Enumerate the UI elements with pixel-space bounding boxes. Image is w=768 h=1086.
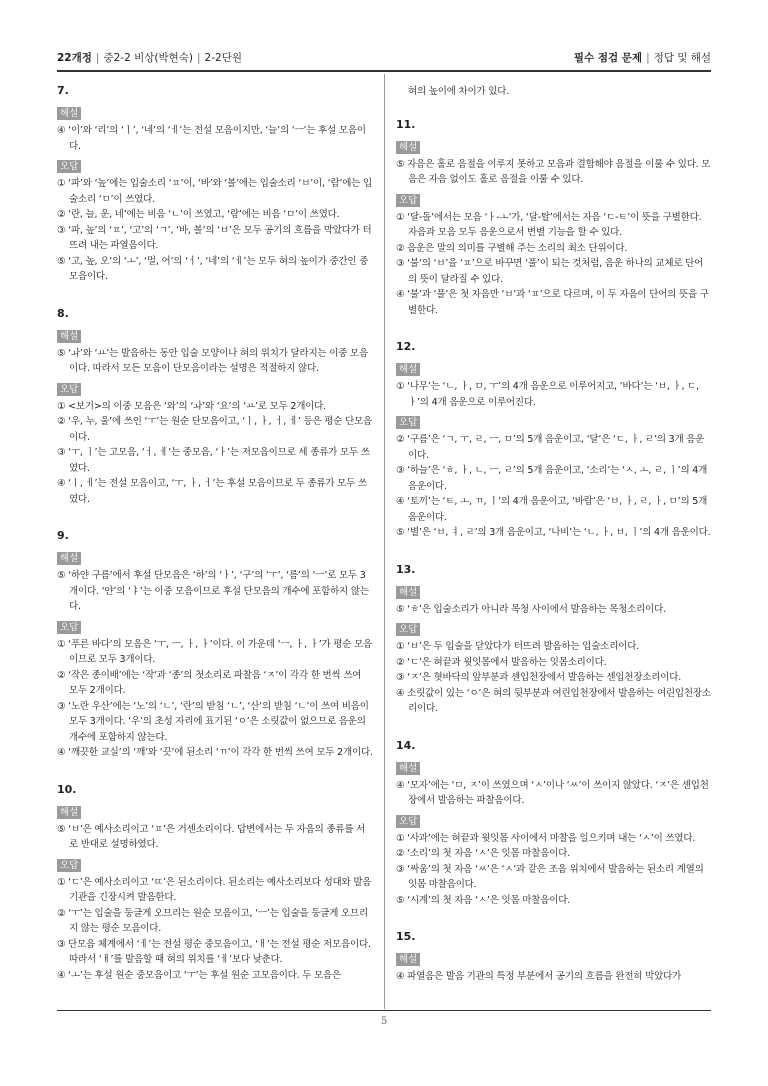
explanation-item: ① ‘파’와 ‘높’에는 입술소리 ‘ㅍ’이, ‘바’와 ‘볼’에는 입술소리 ‘ㅂ’이, ‘람’에는 입술소리 ‘ㅁ’이 쓰였다. [57, 178, 373, 205]
explanation-item: ⑤ ‘ㅎ’은 입술소리가 아니라 목청 사이에서 발음하는 목청소리이다. [396, 603, 666, 615]
header-left: 22개정 | 중2-2 비상(박현숙) | 2-2단원 [57, 51, 242, 64]
page-header [57, 46, 711, 68]
explanation-item: ⑤ ‘시계’의 첫 자음 ‘ㅅ’은 잇몸 마찰음이다. [396, 894, 570, 906]
explanation-item: ④ ‘깨끗한 교실’의 ‘깨’와 ‘끗’에 된소리 ‘ㄲ’이 각각 한 번씩 쓰여 모두 2개이다. [57, 747, 373, 758]
explanation-tag: 해설 [396, 363, 420, 376]
explanation-tag: 해설 [57, 806, 81, 819]
explanation-item: ① ‘푸른 바다’의 모음은 ‘ㅜ, ㅡ, ㅏ, ㅏ’이다. 이 가운데 ‘ㅡ, ㅏ, ㅏ’가 평순 모음이므로 모두 3개이다. [57, 638, 373, 665]
explanation-item: ⑤ ‘ㅂ’은 예사소리이고 ‘ㅍ’은 거센소리이다. 답변에서는 두 자음의 종류를 서로 반대로 설명하였다. [57, 823, 366, 850]
explanation-item: ② ‘ㅜ’는 입술을 둥글게 오므리는 원순 모음이고, ‘ㅡ’는 입술을 둥글게 오므리지 않는 평순 모음이다. [57, 907, 368, 934]
left-column [57, 84, 373, 983]
header-unit: 2-2단원 [204, 51, 242, 64]
explanation-item: ① ‘달-돌’에서는 모음 ‘ㅏ-ㅗ’가, ‘달-탈’에서는 자음 ‘ㄷ-ㅌ’이 뜻을 구별한다. 자음과 모음 모두 음운으로서 변별 기능을 할 수 있다. [396, 211, 702, 238]
explanation-item: ④ ‘이’와 ‘리’의 ‘ㅣ’, ‘네’의 ‘ㅔ’는 전설 모음이지만, ‘늘’의 ‘ㅡ’는 후설 모음이다. [57, 125, 366, 152]
explanation-item: ② ‘란, 늘, 운, 네’에는 비음 ‘ㄴ’이 쓰였고, ‘람’에는 비음 ‘ㅁ’이 쓰였다. [57, 209, 340, 220]
question-number: 7. [57, 84, 69, 97]
question-number: 8. [57, 306, 69, 320]
wrong-answer-tag: 오답 [57, 383, 81, 396]
header-answers-label: 정답 및 해설 [653, 51, 711, 64]
question-number: 12. [396, 340, 416, 353]
page-number: 5 [380, 1016, 388, 1027]
explanation-item: ① ‘ㅂ’은 두 입술을 닫았다가 터뜨려 발음하는 입술소리이다. [396, 641, 639, 652]
explanation-item: ⑤ ‘별’은 ‘ㅂ, ㅕ, ㄹ’의 3개 음운이고, ‘나비’는 ‘ㄴ, ㅏ, ㅂ, ㅣ’의 4개 음운이다. [396, 527, 711, 538]
explanation-item: ③ ‘불’의 ‘ㅂ’을 ‘ㅍ’으로 바꾸면 ‘풀’이 되는 것처럼, 음운 하나의 교체로 단어의 뜻이 달라질 수 있다. [396, 258, 704, 285]
question-number: 9. [57, 529, 69, 542]
column-divider [384, 74, 385, 1009]
explanation-item: ④ ‘ㅣ, ㅔ’는 전설 모음이고, ‘ㅜ, ㅏ, ㅓ’는 후설 모음이므로 두 종류가 모두 쓰였다. [57, 478, 367, 505]
question-number: 13. [396, 562, 416, 576]
explanation-item: ④ 소릿값이 있는 ‘ㅇ’은 혀의 뒷부분과 여린입천장에서 발음하는 여린입천장소리이다. [396, 687, 711, 714]
header-section-title: 필수 점검 문제 [573, 51, 643, 64]
explanation-item: ③ ‘싸움’의 첫 자음 ‘ㅆ’은 ‘ㅅ’과 같은 조음 위치에서 발음하는 된소리 계열의 잇몸 마찰음이다. [396, 863, 704, 890]
header-textbook: 중2-2 비상(박현숙) [103, 51, 193, 64]
question-number: 10. [57, 782, 77, 796]
wrong-answer-tag: 오답 [57, 160, 81, 173]
question-number: 11. [396, 117, 416, 131]
wrong-answer-tag: 오답 [396, 416, 420, 429]
explanation-item: ① ‘사과’에는 혀끝과 윗잇몸 사이에서 마찰을 일으키며 내는 ‘ㅅ’이 쓰였다. [396, 832, 696, 844]
explanation-tag: 해설 [396, 762, 420, 775]
explanation-item: ④ ‘불’과 ‘풀’은 첫 자음만 ‘ㅂ’과 ‘ㅍ’으로 다르며, 이 두 자음이 단어의 뜻을 구별한다. [396, 289, 709, 316]
header-curriculum: 22개정 [57, 51, 92, 64]
explanation-tag: 해설 [396, 141, 420, 154]
explanation-item: ③ ‘파, 높’의 ‘ㅍ’, ‘고’의 ‘ㄱ’, ‘바, 볼’의 ‘ㅂ’은 모두 공기의 흐름을 막았다가 터뜨려 내는 파열음이다. [57, 224, 372, 251]
explanation-item: ③ ‘ㅈ’은 혓바닥의 앞부분과 센입천장에서 발음하는 센입천장소리이다. [396, 672, 682, 683]
explanation-item: ① ‘나무’는 ‘ㄴ, ㅏ, ㅁ, ㅜ’의 4개 음운으로 이루어지고, ‘바다’는 ‘ㅂ, ㅏ, ㄷ, ㅏ’의 4개 음운으로 이루어진다. [396, 381, 699, 408]
explanation-item: ⑤ ‘ㅘ’와 ‘ㅛ’는 발음하는 동안 입술 모양이나 혀의 위치가 달라지는 이중 모음이다. 따라서 모든 모음이 단모음이라는 설명은 적절하지 않다. [57, 347, 368, 374]
explanation-tag: 해설 [396, 586, 420, 599]
explanation-item: ⑤ ‘하얀 구름’에서 후설 단모음은 ‘하’의 ‘ㅏ’, ‘구’의 ‘ㅜ’, ‘름’의 ‘ㅡ’로 모두 3개이다. ‘얀’의 ‘ㅑ’는 이중 모음이므로 후설 단모음의 개수에 포함하지 않는다. [57, 570, 369, 612]
explanation-item: ① ‘ㄷ’은 예사소리이고 ‘ㄸ’은 된소리이다. 된소리는 예사소리보다 성대와 발음 기관을 긴장시켜 발음한다. [57, 876, 372, 903]
explanation-item: ⑤ ‘고, 높, 오’의 ‘ㅗ’, ‘멀, 어’의 ‘ㅓ’, ‘네’의 ‘ㅔ’는 모두 혀의 높이가 중간인 중모음이다. [57, 255, 369, 282]
question-number: 15. [396, 930, 416, 943]
explanation-tag: 해설 [57, 330, 81, 343]
explanation-item: ② ‘구름’은 ‘ㄱ, ㅜ, ㄹ, ㅡ, ㅁ’의 5개 음운이고, ‘달’은 ‘ㄷ, ㅏ, ㄹ’의 3개 음운이다. [396, 434, 705, 461]
explanation-item: ③ 단모음 체계에서 ‘ㅔ’는 전설 평순 중모음이고, ‘ㅐ’는 전설 평순 저모음이다. 따라서 ‘ㅐ’를 발음할 때 혀의 위치를 ‘ㅔ’보다 낮춘다. [57, 938, 371, 965]
explanation-item: ③ ‘ㅜ, ㅣ’는 고모음, ‘ㅓ, ㅔ’는 중모음, ‘ㅏ’는 저모음이므로 세 종류가 모두 쓰였다. [57, 447, 370, 474]
explanation-item: ② ‘작은 종이배’에는 ‘작’과 ‘종’의 첫소리로 파찰음 ‘ㅈ’이 각각 한 번씩 쓰여 모두 2개이다. [57, 669, 362, 696]
explanation-item: ③ ‘노란 우산’에는 ‘노’의 ‘ㄴ’, ‘란’의 받침 ‘ㄴ’, ‘산’의 받침 ‘ㄴ’이 쓰여 비음이 모두 3개이다. ‘우’의 초성 자리에 표기된 ‘ㅇ’은 소릿값이 없으므로 음운의 개수에 포함하지 않는다. [57, 700, 369, 743]
explanation-item: ④ ‘ㅗ’는 후설 원순 중모음이고 ‘ㅜ’는 후설 원순 고모음이다. 두 모음은 [57, 969, 342, 981]
explanation-item: ④ 파열음은 발음 기관의 특정 부분에서 공기의 흐름을 완전히 막았다가 [396, 971, 682, 982]
explanation-item: ② 음운은 말의 의미를 구별해 주는 소리의 최소 단위이다. [396, 242, 628, 254]
explanation-item: ⑤ 자음은 홀로 음절을 이루지 못하고 모음과 결합해야 음절을 이룰 수 있다. 모음은 자음 없이도 홀로 음절을 이룰 수 있다. [396, 158, 711, 185]
explanation-item: ② ‘소리’의 첫 자음 ‘ㅅ’은 잇몸 마찰음이다. [396, 848, 570, 859]
question-number: 14. [396, 738, 416, 752]
explanation-item: ④ ‘토끼’는 ‘ㅌ, ㅗ, ㄲ, ㅣ’의 4개 음운이고, ‘바람’은 ‘ㅂ, ㅏ, ㄹ, ㅏ, ㅁ’의 5개 음운이다. [396, 496, 708, 523]
wrong-answer-tag: 오답 [57, 621, 81, 634]
wrong-answer-tag: 오답 [396, 815, 420, 828]
explanation-tag: 해설 [57, 552, 81, 565]
right-column [396, 84, 712, 985]
header-right: 필수 점검 문제 | 정답 및 해설 [573, 51, 711, 64]
wrong-answer-tag: 오답 [396, 194, 420, 207]
wrong-answer-tag: 오답 [396, 623, 420, 636]
explanation-tag: 해설 [57, 107, 81, 120]
explanation-tag: 해설 [396, 953, 420, 966]
footer-rule [57, 1010, 711, 1011]
explanation-item: ② ‘우, 누, 울’에 쓰인 ‘ㅜ’는 원순 단모음이고, ‘ㅣ, ㅏ, ㅓ, ㅔ’ 등은 평순 단모음이다. [57, 416, 373, 443]
explanation-item: ① <보기>의 이중 모음은 ‘와’의 ‘ㅘ’와 ‘요’의 ‘ㅛ’로 모두 2개이다. [57, 400, 326, 412]
wrong-answer-tag: 오답 [57, 859, 81, 872]
header-rule [57, 70, 711, 72]
explanation-item: ③ ‘하늘’은 ‘ㅎ, ㅏ, ㄴ, ㅡ, ㄹ’의 5개 음운이고, ‘소리’는 ‘ㅅ, ㅗ, ㄹ, ㅣ’의 4개 음운이다. [396, 465, 708, 492]
continuation-text: 혀의 높이에 차이가 있다. [408, 86, 510, 97]
explanation-item: ② ‘ㄷ’은 혀끝과 윗잇몸에서 발음하는 잇몸소리이다. [396, 656, 607, 668]
explanation-item: ④ ‘모자’에는 ‘ㅁ, ㅈ’이 쓰였으며 ‘ㅅ’이나 ‘ㅆ’이 쓰이지 않았다. ‘ㅈ’은 센입천장에서 발음하는 파찰음이다. [396, 779, 709, 806]
